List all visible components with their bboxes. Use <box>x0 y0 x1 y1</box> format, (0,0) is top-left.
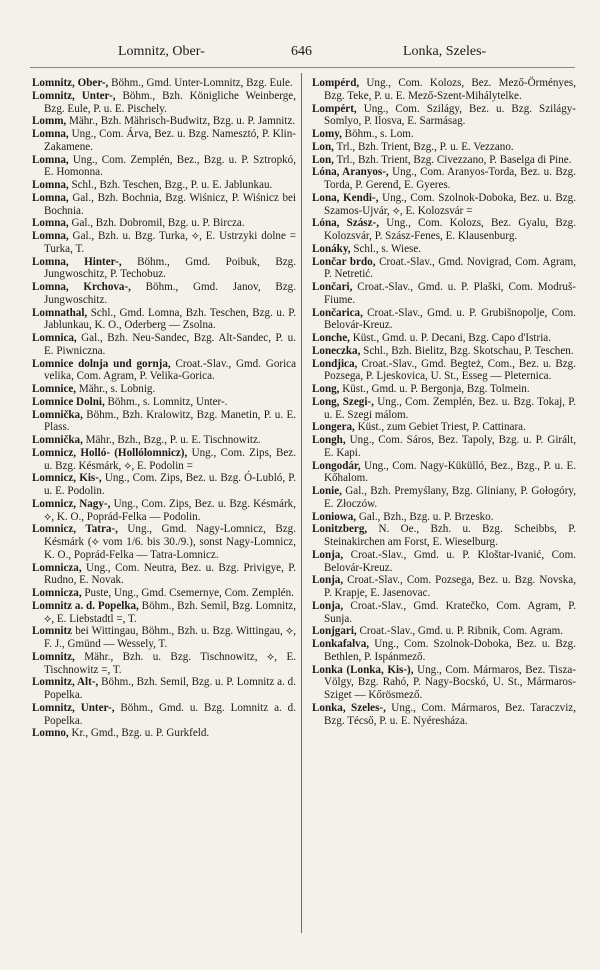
gazetteer-entry <box>32 332 296 358</box>
gazetteer-entry <box>32 192 296 218</box>
gazetteer-entry <box>32 562 296 588</box>
gazetteer-entry <box>312 192 576 218</box>
gazetteer-entry <box>32 217 296 230</box>
entry-details: Ung., Com. Sáros, Bez. Tapoly, Bzg. u. P. Girált, E. Kapi. <box>324 434 576 459</box>
gazetteer-entry <box>312 307 576 333</box>
entry-headword: Lonja, <box>312 548 344 561</box>
entry-headword: Lomna, Hinter-, <box>32 255 122 268</box>
entry-details: Gal., Bzh., Bzg. u. P. Brzesko. <box>356 510 494 523</box>
entry-details: Gal., Bzh. Bochnia, Bzg. Wiśnicz, P. Wiśnicz bei Bochnia. <box>44 191 296 217</box>
gazetteer-entry <box>312 166 576 192</box>
gazetteer-entry <box>312 664 576 702</box>
entry-headword: Loniowa, <box>312 510 357 523</box>
column-divider <box>301 73 302 933</box>
entry-details: Küst., zum Gebiet Triest, P. Cattinara. <box>354 421 526 434</box>
gazetteer-entry <box>32 472 296 498</box>
page-header <box>0 44 600 66</box>
entry-headword: Lomnice dolnja und gornja, <box>32 357 171 370</box>
header-rule <box>30 67 575 68</box>
entry-details: Böhm., Bzh. Kralowitz, Bzg. Manetin, P. u. E. Plass. <box>44 408 296 434</box>
entry-headword: Lona, Kendi-, <box>312 191 379 204</box>
entry-headword: Lomnicz, Tatra-, <box>32 523 118 536</box>
entry-details: Gal., Bzh. Neu-Sandec, Bzg. Alt-Sandec, P. u. E. Piwniczna. <box>44 332 296 357</box>
entry-details: Ung., Com. Kolozs, Bez. Mező-Örményes, Bzg. Teke, P. u. E. Mező-Szent-Mihálytelke. <box>324 77 576 102</box>
gazetteer-entry <box>312 103 576 129</box>
entry-details: Ung., Com. Aranyos-Torda, Bez. u. Bzg. Torda, P. Gerend, E. Gyeres. <box>324 166 576 191</box>
entry-details: Ung., Com. Zips, Bez. u. Bzg. Ó-Lubló, P. u. E. Podolin. <box>44 472 296 497</box>
entry-headword: Lomna, Krchova-, <box>32 281 131 293</box>
entry-details: Küst., Gmd. u. P. Decani, Bzg. Capo d'Istria. <box>349 332 551 344</box>
gazetteer-entry <box>32 727 296 740</box>
entry-headword: Lomnice, <box>32 383 77 395</box>
entry-headword: Lomniсza, <box>32 561 82 574</box>
entry-headword: Lomnitz, Unter-, <box>32 701 115 714</box>
entry-details: Mähr., Bzh. u. Bzg. Tischnowitz, ⟡, E. Tischnowitz =, T. <box>44 650 296 676</box>
entry-details: Schl., Bzh. Teschen, Bzg., P. u. E. Jablunkau. <box>68 179 273 191</box>
entry-headword: Lon, <box>312 153 334 166</box>
entry-details: Croat.-Slav., Gmd. u. P. Ribnik, Com. Agram. <box>356 625 564 638</box>
entry-headword: Lomnicz, Kis-, <box>32 472 102 485</box>
gazetteer-entry <box>32 90 296 116</box>
gazetteer-entry <box>32 383 296 396</box>
entry-details: Ung., Com. Zips, Bez. u. Bzg. Késmárk, ⟡, E. Podolin = <box>44 446 296 472</box>
gazetteer-entry <box>312 217 576 243</box>
gazetteer-entry <box>32 409 296 435</box>
gazetteer-entry <box>312 460 576 486</box>
entry-headword: Lomna, <box>32 217 69 230</box>
gazetteer-entry <box>312 511 576 524</box>
entry-headword: Lonche, <box>312 332 350 344</box>
gazetteer-entry <box>312 345 576 358</box>
gazetteer-entry <box>32 396 296 409</box>
entry-details: Croat.-Slav., Gmd. Begteż, Com., Bez. u. Bzg. Pozsega, P. Ljeskovica, U. St., Esseg — Pleternica. <box>324 357 576 383</box>
gazetteer-entry <box>312 485 576 511</box>
entry-details: Croat.-Slav., Gmd. u. P. Grubišnopolje, Com. Belovár-Kreuz. <box>324 306 576 332</box>
entry-details: Ung., Com. Mármaros, Bez. Tisza-Völgy, Bzg. Rahó, P. Nagy-Bocskó, U. St., Mármaros-Sziget — Kőrösmező. <box>324 663 576 701</box>
entry-details: Ung., Com. Nagy-Kükülló, Bez., Bzg., P. u. E. Kőhalom. <box>324 459 576 485</box>
entry-details: Böhm., Bzh. Semil, Bzg. u. P. Lomnitz a. d. Popelka. <box>44 676 297 701</box>
entry-headword: Lomnitz, Ober-, <box>32 77 109 89</box>
entry-details: Gal., Bzh. Dobromil, Bzg. u. P. Bircza. <box>68 217 245 230</box>
gazetteer-entry <box>32 77 296 90</box>
entry-details: Trl., Bzh. Trient, Bzg. Civezzano, P. Baselga di Pine. <box>333 153 572 166</box>
left-running-head: Lomnitz, Ober- <box>118 44 205 59</box>
entry-details: Ung., Com. Zips, Bez. u. Bzg. Késmárk, ⟡, K. O., Poprád-Felka — Podolin. <box>44 497 296 523</box>
gazetteer-entry <box>32 625 296 651</box>
gazetteer-entry <box>312 600 576 626</box>
entry-details: Kr., Gmd., Bzg. u. P. Gurkfeld. <box>68 727 210 740</box>
entry-details: Küst., Gmd. u. P. Bergonja, Bzg. Tolmein. <box>339 383 530 395</box>
gazetteer-entry <box>312 702 576 728</box>
entry-details: Mähr., s. Lobnig. <box>76 383 156 395</box>
gazetteer-entry <box>32 651 296 677</box>
gazetteer-entry <box>312 396 576 422</box>
entry-headword: Lomna, <box>32 128 69 140</box>
entry-details: Ung., Com. Árva, Bez. u. Bzg. Namesztó, P. Klin-Zakamene. <box>44 128 296 153</box>
gazetteer-entry <box>32 676 296 702</box>
gazetteer-entry <box>312 383 576 396</box>
entry-headword: Lončar brdo, <box>312 255 376 268</box>
entry-details: Ung., Com. Kolozs, Bez. Gyalu, Bzg. Kolozsvár, P. Szász-Fenes, E. Klausenburg. <box>324 217 576 242</box>
entry-headword: Lomno, <box>32 727 69 740</box>
gazetteer-entry <box>312 434 576 460</box>
entry-headword: Lomnicza, <box>32 587 82 599</box>
entry-headword: Lomna, <box>32 179 69 191</box>
entry-details: Croat.-Slav., Gmd. Gorica velika, Com. Agram, P. Velika-Gorica. <box>44 357 296 383</box>
entry-headword: Lomnitz, <box>32 650 75 663</box>
entry-details: Ung., Com. Szolnok-Doboka, Bez. u. Bzg. Bethlen, P. Ispánmező. <box>324 638 576 663</box>
gazetteer-entry <box>312 625 576 638</box>
entry-details: Ung., Com. Mármaros, Bez. Taraczviz, Bzg. Técső, P. u. E. Nyéresháza. <box>324 701 576 727</box>
entry-details: Schl., Bzh. Bielitz, Bzg. Skotschau, P. Teschen. <box>360 344 574 357</box>
entry-headword: Lomnica, <box>32 332 77 344</box>
entry-headword: Lončari, <box>312 281 353 293</box>
gazetteer-entry <box>312 154 576 167</box>
entry-headword: Lomna, <box>32 230 69 242</box>
entry-details: Ung., Com. Zemplén, Bez. u. Bzg. Tokaj, P. u. E. Szegi málom. <box>324 395 576 421</box>
entry-headword: Lomna, <box>32 191 69 204</box>
gazetteer-entry <box>312 523 576 549</box>
entry-headword: Lomnitz <box>32 625 73 638</box>
entry-headword: Lóna, Aranyos-, <box>312 166 389 179</box>
entry-headword: Lon, <box>312 140 334 153</box>
entry-headword: Lompérd, <box>312 77 360 89</box>
entry-details: Croat.-Slav., Gmd. Novigrad, Com. Agram, P. Netretić. <box>324 255 577 281</box>
entry-details: Böhm., Gmd. Unter-Lomnitz, Bzg. Eule. <box>108 77 293 89</box>
gazetteer-entry <box>312 256 576 282</box>
entry-headword: Longh, <box>312 434 346 446</box>
left-column <box>32 77 296 740</box>
entry-details: Trl., Bzh. Trient, Bzg., P. u. E. Vezzano. <box>333 140 514 153</box>
entry-details: Croat.-Slav., Gmd. u. P. Kloštar-Ivanić, Com. Belovár-Kreuz. <box>324 548 576 574</box>
gazetteer-entry <box>32 128 296 154</box>
entry-details: Ung., Com. Szolnok-Doboka, Bez. u. Bzg. Szamos-Ujvár, ⟡, E. Kolozsvár = <box>324 191 576 217</box>
gazetteer-entry <box>32 600 296 626</box>
page-number: 646 <box>291 44 312 59</box>
gazetteer-entry <box>312 358 576 384</box>
entry-headword: Long, Szegi-, <box>312 395 374 408</box>
entry-headword: Lomm, <box>32 115 67 128</box>
gazetteer-entry <box>32 154 296 180</box>
gazetteer-entry <box>312 549 576 575</box>
entry-details: Schl., s. Wiese. <box>350 242 422 255</box>
entry-details: Böhm., Bzh. Semil, Bzg. Lomnitz, ⟡, E. Liebstadtl =, T. <box>44 599 296 625</box>
entry-details: Mähr., Bzh., Bzg., P. u. E. Tischnowitz. <box>82 434 261 446</box>
entry-details: Ung., Com. Neutra, Bez. u. Bzg. Privigye, P. Rudno, E. Novak. <box>44 561 296 587</box>
entry-headword: Lomnice Dolni, <box>32 395 105 408</box>
gazetteer-entry <box>32 230 296 256</box>
right-column <box>312 77 576 727</box>
gazetteer-entry <box>32 256 296 282</box>
entry-details: Böhm., Gmd. Janov, Bzg. Jungwoschitz. <box>44 281 296 306</box>
entry-headword: Lompért, <box>312 102 357 115</box>
gazetteer-entry <box>32 702 296 728</box>
entry-headword: Lonja, <box>312 599 344 612</box>
gazetteer-entry <box>312 128 576 141</box>
entry-headword: Lomnathal, <box>32 306 88 319</box>
entry-headword: Longodár, <box>312 459 361 472</box>
gazetteer-entry <box>32 498 296 524</box>
gazetteer-entry <box>32 358 296 384</box>
gazetteer-entry <box>32 179 296 192</box>
entry-headword: Lonitzberg, <box>312 523 368 536</box>
entry-details: Puste, Ung., Gmd. Csemernye, Com. Zemplén. <box>81 587 294 599</box>
entry-details: Gal., Bzh. Premyślany, Bzg. Gliniany, P. Gołogóry, E. Złoczów. <box>324 485 576 510</box>
gazetteer-entry <box>32 523 296 561</box>
entry-headword: Long, <box>312 383 340 395</box>
right-running-head: Lonka, Szeles- <box>403 44 487 59</box>
entry-headword: Longera, <box>312 421 355 434</box>
entry-headword: Lomnitz, Alt-, <box>32 676 99 689</box>
gazetteer-entry <box>32 307 296 333</box>
entry-headword: Lomnitz, Unter-, <box>32 89 116 102</box>
entry-headword: Loneczka, <box>312 344 361 357</box>
gazetteer-entry <box>312 421 576 434</box>
gazetteer-entry <box>312 243 576 256</box>
entry-headword: Lomnicz, Nagy-, <box>32 497 111 510</box>
gazetteer-entry <box>312 332 576 345</box>
gazetteer-entry <box>312 77 576 103</box>
entry-headword: Lončarica, <box>312 306 363 319</box>
entry-headword: Lomy, <box>312 128 342 140</box>
entry-headword: Lomna, <box>32 153 69 166</box>
entry-details: bei Wittingau, Böhm., Bzh. u. Bzg. Wittingau, ⟡, F. J., Gmünd — Wessely, T. <box>44 625 296 650</box>
entry-headword: Lomnička, <box>32 434 83 446</box>
entry-headword: Lomnitz a. d. Popelka, <box>32 599 139 612</box>
entry-details: Croat.-Slav., Gmd. u. P. Plaški, Com. Modruš-Fiume. <box>324 281 576 306</box>
gazetteer-entry <box>32 115 296 128</box>
gazetteer-entry <box>32 447 296 473</box>
entry-details: N. Oe., Bzh. u. Bzg. Scheibbs, P. Steinakirchen am Forst, E. Wieselburg. <box>324 523 576 548</box>
entry-headword: Lonáky, <box>312 242 351 255</box>
entry-headword: Lóna, Szász-, <box>312 217 379 230</box>
entry-headword: Lonka (Lonka, Kis-), <box>312 663 414 676</box>
gazetteer-entry <box>312 638 576 664</box>
entry-details: Ung., Com. Zemplén, Bez., Bzg. u. P. Sztropkó, E. Homonna. <box>44 153 296 179</box>
gazetteer-entry <box>312 141 576 154</box>
entry-details: Croat.-Slav., Gmd. Kratečko, Com. Agram, P. Sunja. <box>324 599 576 625</box>
entry-headword: Lonja, <box>312 574 344 587</box>
entry-details: Böhm., Bzh. Königliche Weinberge, Bzg. Eule, P. u. E. Pischely. <box>44 89 297 115</box>
entry-details: Gal., Bzh. u. Bzg. Turka, ⟡, E. Ustrzyki dolne = Turka, T. <box>44 230 296 255</box>
entry-headword: Lonkafalva, <box>312 638 370 650</box>
gazetteer-entry <box>312 574 576 600</box>
entry-details: Croat.-Slav., Com. Pozsega, Bez. u. Bzg. Novska, P. Krapje, E. Jasenovac. <box>324 574 576 599</box>
entry-details: Ung., Gmd. Nagy-Lomnicz, Bzg. Késmárk (⟡ vom 1/6. bis 30./9.), sonst Nagy-Lomnicz, K. O., Poprád-Felka — Tatra-Lomnicz. <box>44 523 296 561</box>
entry-headword: Lomnička, <box>32 408 83 421</box>
entry-headword: Lonie, <box>312 485 342 497</box>
gazetteer-entry <box>32 434 296 447</box>
gazetteer-entry <box>312 281 576 307</box>
gazetteer-entry <box>32 281 296 307</box>
entry-headword: Lonka, Szeles-, <box>312 701 386 714</box>
entry-details: Böhm., Gmd. u. Bzg. Lomnitz a. d. Popelka. <box>44 701 296 727</box>
entry-headword: Londjica, <box>312 357 358 370</box>
entry-details: Mähr., Bzh. Mährisch-Budwitz, Bzg. u. P. Jamnitz. <box>66 115 296 128</box>
entry-headword: Lonjgari, <box>312 625 357 638</box>
entry-headword: Lomnicz, Holló- (Hollólomnicz), <box>32 446 188 459</box>
entry-details: Ung., Com. Szilágy, Bez. u. Bzg. Szilágy-Somlyo, P. Ilosva, E. Sarmásag. <box>324 102 576 128</box>
entry-details: Böhm., s. Lom. <box>341 128 414 140</box>
gazetteer-entry <box>32 587 296 600</box>
entry-details: Böhm., Gmd. Poibuk, Bzg. Jungwoschitz, P. Techobuz. <box>44 255 296 281</box>
entry-details: Schl., Gmd. Lomna, Bzh. Teschen, Bzg. u. P. Jablunkau, K. O., Oderberg — Zsolna. <box>44 306 296 332</box>
entry-details: Böhm., s. Lomnitz, Unter-. <box>104 395 228 408</box>
